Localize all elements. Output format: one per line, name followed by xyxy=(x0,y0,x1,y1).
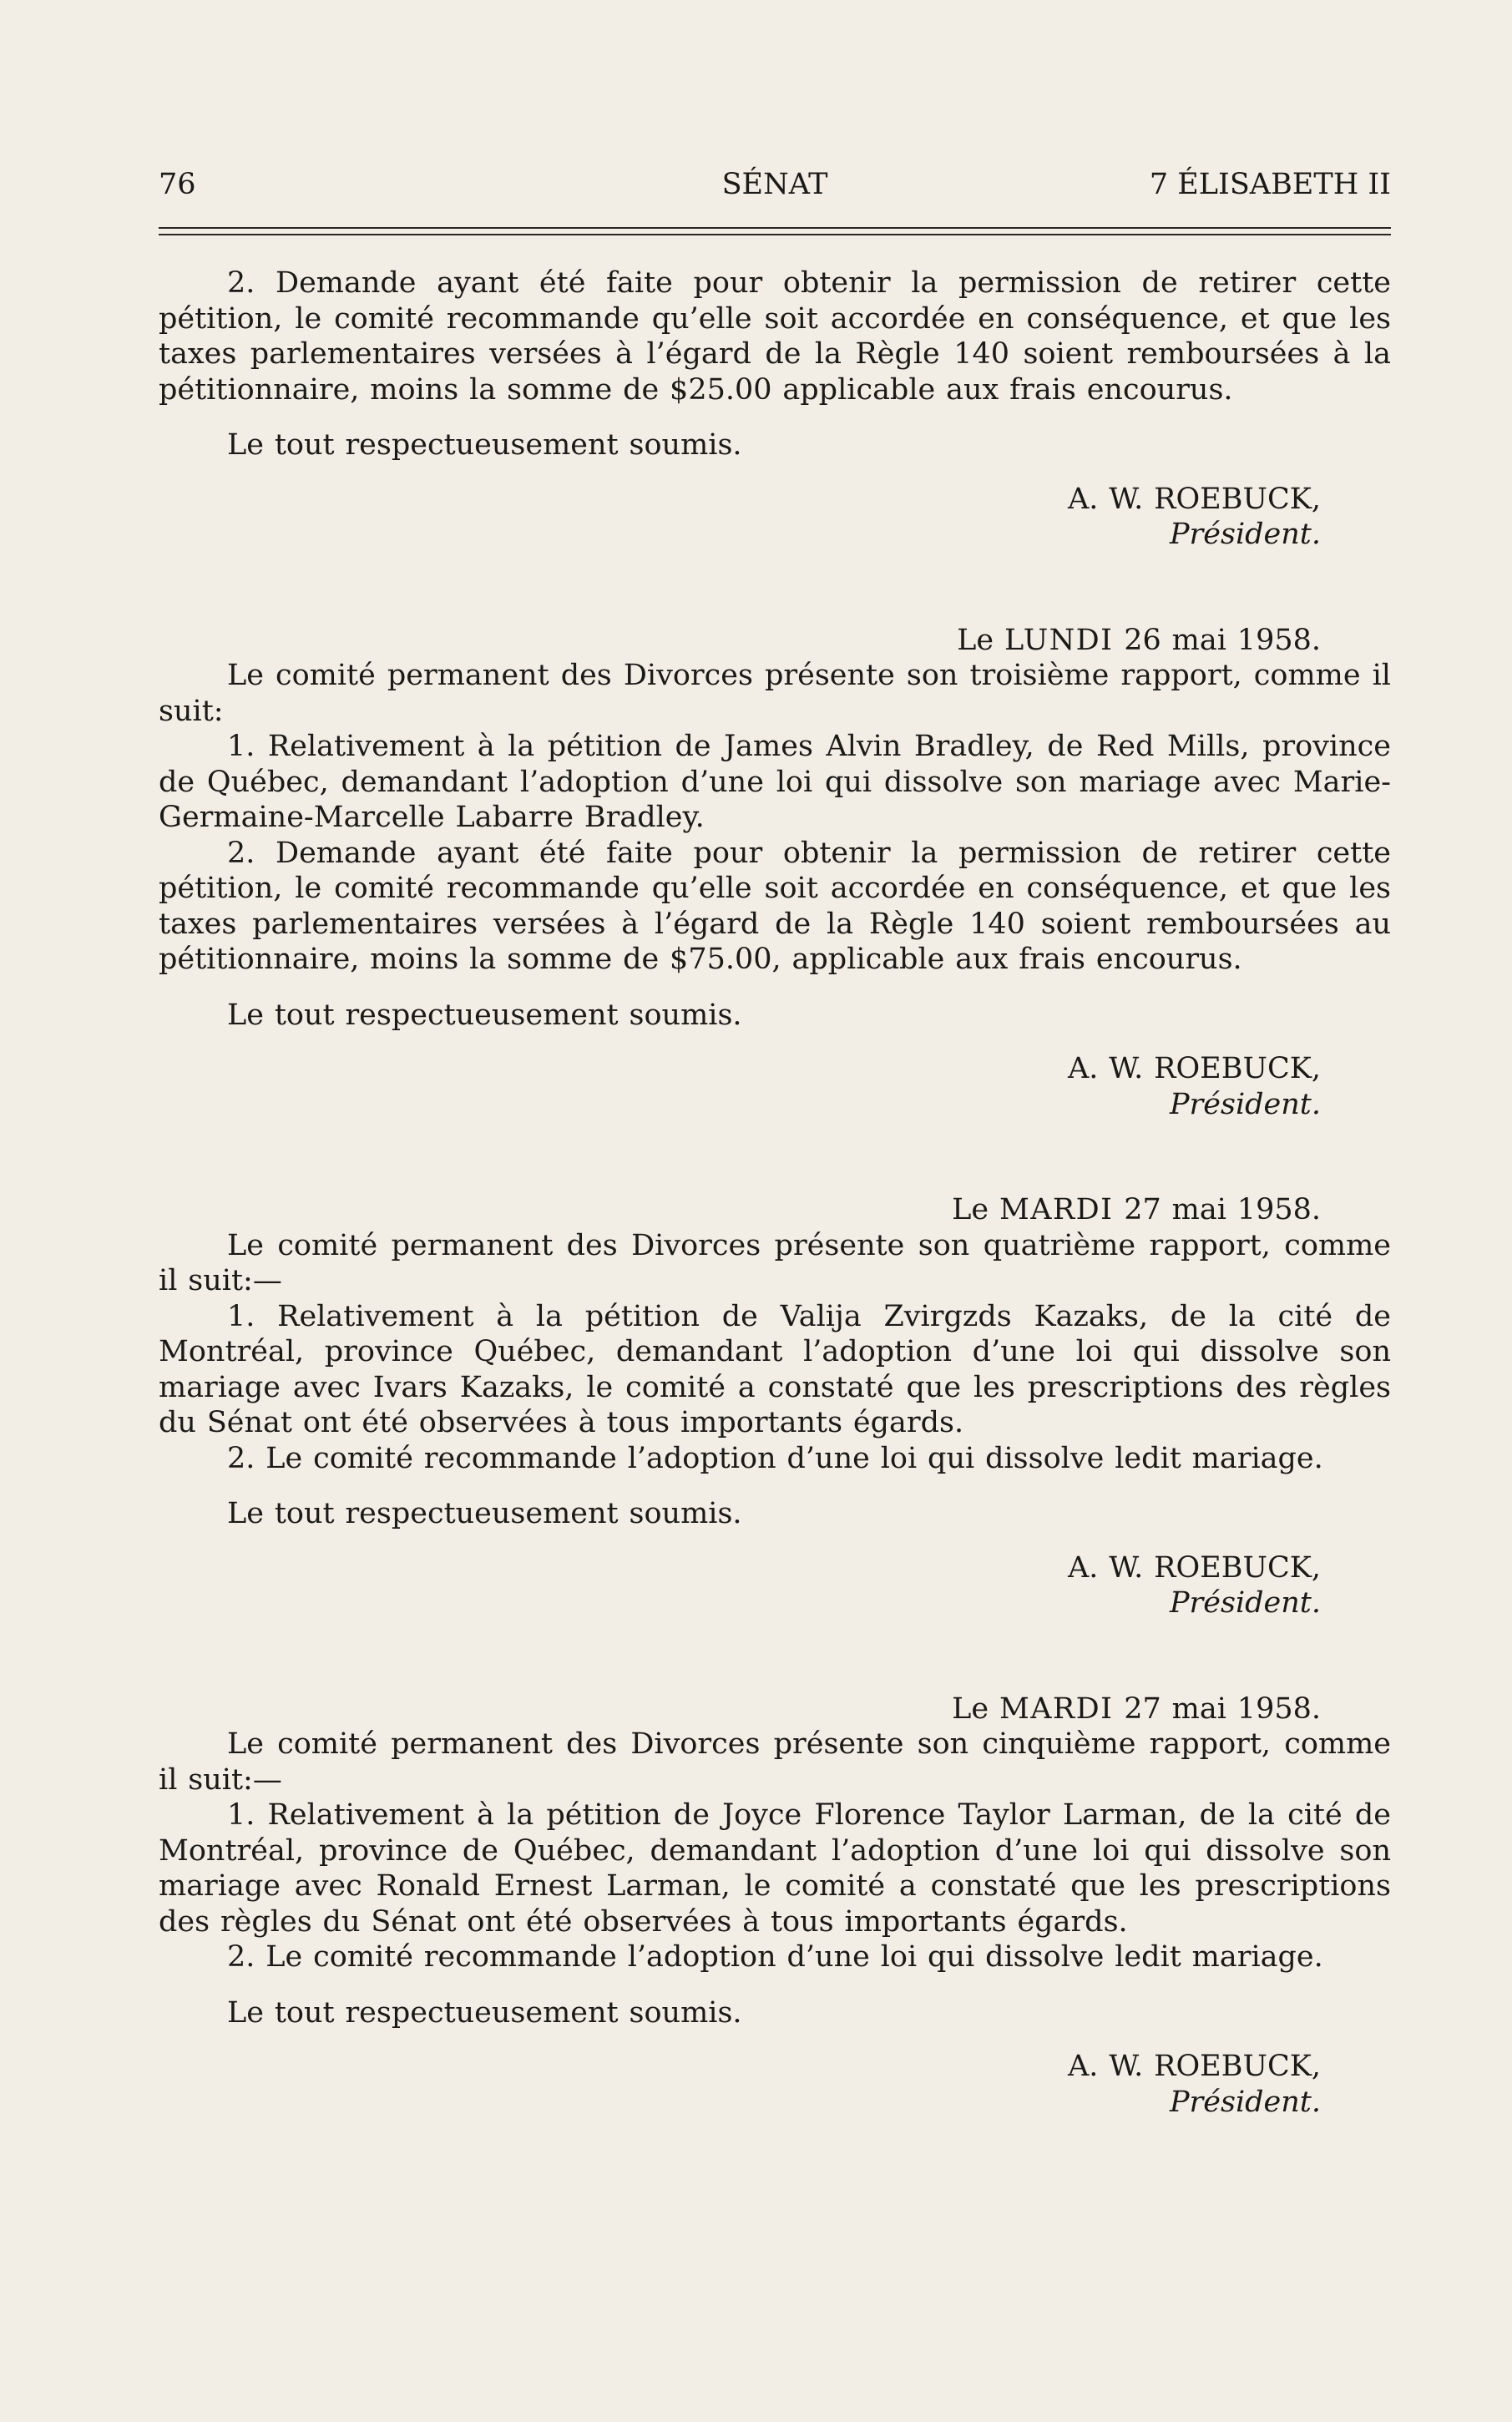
date-weekday: MARDI xyxy=(999,1193,1114,1226)
fourth-report xyxy=(159,1192,1391,1621)
signature-name: A. W. ROEBUCK, xyxy=(1068,1052,1321,1085)
third-report xyxy=(159,623,1391,1123)
date-prefix: Le xyxy=(957,623,994,657)
closing-line: Le tout respectueusement soumis. xyxy=(227,1497,742,1530)
signature-block xyxy=(159,1550,1391,1621)
page-number: 76 xyxy=(159,168,196,201)
report-date xyxy=(159,1691,1391,1727)
report-intro: Le comité permanent des Divorces présente son troisième rapport, comme il suit: xyxy=(159,659,1391,728)
paragraph-1: 1. Relativement à la pétition de Joyce Florence Taylor Larman, de la cité de Montréal, province de Québec, demandant l’adoption d’une loi qui dissolve son mariage avec Ronald Ernest Larman, le comité a constaté que les prescriptions des règles du Sénat ont été observées à tous importants égards. xyxy=(159,1798,1391,1939)
signature-name: A. W. ROEBUCK, xyxy=(1068,1550,1321,1585)
date-weekday: LUNDI xyxy=(1004,623,1114,657)
date-rest: 27 mai 1958. xyxy=(1124,1193,1321,1226)
signature-name: A. W. ROEBUCK, xyxy=(1068,482,1321,516)
date-prefix: Le xyxy=(952,1691,989,1726)
fifth-report xyxy=(159,1691,1391,2121)
signature-name: A. W. ROEBUCK, xyxy=(1068,2050,1321,2083)
regnal-year: 7 ÉLISABETH II xyxy=(1149,168,1391,201)
paragraph-2: 2. Demande ayant été faite pour obtenir la permission de retirer cette pétition, le comité recommande qu’elle soit accordée en conséquence, et que les taxes parlementaires versées à l’égard de la Règle 140 soient remboursées au pétitionnaire, moins la somme de $75.00, applicable aux frais encourus. xyxy=(159,836,1391,976)
date-rest: 26 mai 1958. xyxy=(1124,623,1321,657)
report-intro: Le comité permanent des Divorces présente son quatrième rapport, comme il suit:— xyxy=(159,1228,1391,1297)
closing-line: Le tout respectueusement soumis. xyxy=(227,428,742,462)
closing-line: Le tout respectueusement soumis. xyxy=(227,1995,742,2030)
report-date xyxy=(159,1192,1391,1228)
signature-block xyxy=(159,2049,1391,2120)
date-rest: 27 mai 1958. xyxy=(1124,1691,1321,1726)
report-continuation xyxy=(159,265,1391,553)
date-prefix: Le xyxy=(952,1193,989,1226)
running-head xyxy=(159,164,1391,205)
paragraph-1: 1. Relativement à la pétition de Valija Zvirgzds Kazaks, de la cité de Montréal, province Québec, demandant l’adoption d’une loi qui dissolve son mariage avec Ivars Kazaks, le comité a constaté que les prescriptions des règles du Sénat ont été observées à tous importants égards. xyxy=(159,1299,1391,1439)
report-date xyxy=(159,623,1391,659)
closing-line: Le tout respectueusement soumis. xyxy=(227,998,742,1032)
document-body xyxy=(159,265,1391,2120)
paragraph-2: 2. Le comité recommande l’adoption d’une loi qui dissolve ledit mariage. xyxy=(227,1441,1323,1475)
report-intro: Le comité permanent des Divorces présente son cinquième rapport, comme il suit:— xyxy=(159,1727,1391,1797)
header-double-rule xyxy=(159,227,1391,235)
signature-block xyxy=(159,1051,1391,1122)
signature-title: Président. xyxy=(1170,2085,1321,2119)
paragraph-2: 2. Demande ayant été faite pour obtenir la permission de retirer cette pétition, le comité recommande qu’elle soit accordée en conséquence, et que les taxes parlementaires versées à l’égard de la Règle 140 soient remboursées à la pétitionnaire, moins la somme de $25.00 applicable aux frais encourus. xyxy=(159,266,1391,407)
paragraph-2: 2. Le comité recommande l’adoption d’une loi qui dissolve ledit mariage. xyxy=(227,1940,1323,1974)
page-title: SÉNAT xyxy=(721,168,828,201)
signature-block xyxy=(159,482,1391,553)
signature-title: Président. xyxy=(1170,1586,1321,1620)
signature-title: Président. xyxy=(1170,1087,1321,1121)
paragraph-1: 1. Relativement à la pétition de James Alvin Bradley, de Red Mills, province de Québec, demandant l’adoption d’une loi qui dissolve son mariage avec Marie-Germaine-Marcelle Labarre Bradley. xyxy=(159,730,1391,834)
signature-title: Président. xyxy=(1170,518,1321,551)
date-weekday: MARDI xyxy=(999,1691,1114,1726)
